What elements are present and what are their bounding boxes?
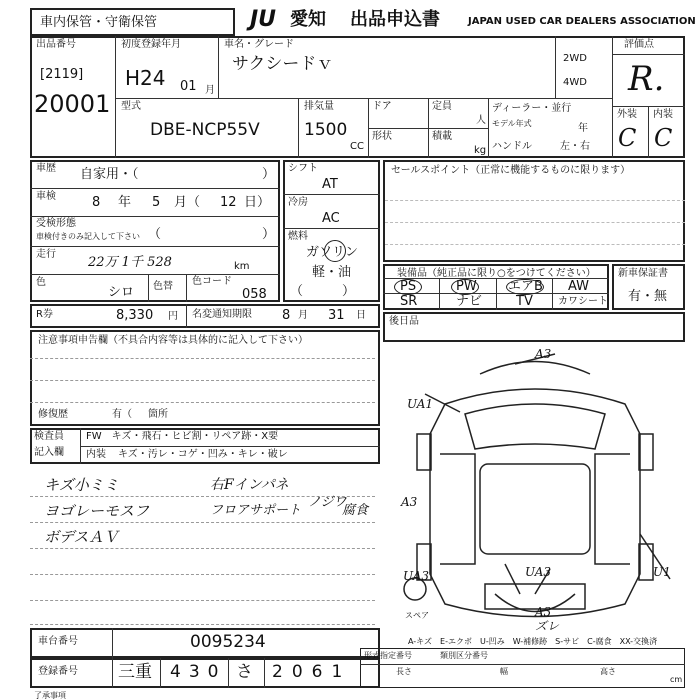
dealer-label: ディーラー・並行 xyxy=(492,103,572,114)
document-title: 出品申込書 xyxy=(350,9,440,30)
history-label: 車歴 xyxy=(36,163,56,174)
sales-point-box xyxy=(383,160,685,262)
exterior-label: 外装 xyxy=(617,109,637,120)
inspector-interior: キズ・汚レ・コゲ・凹み・キレ・破レ xyxy=(118,449,288,460)
aircon-value: AC xyxy=(322,211,340,226)
receipt-open: （ xyxy=(148,227,162,242)
recycle-label: R券 xyxy=(36,309,53,320)
mark-rear-bumper: A3 xyxy=(535,605,552,619)
mileage-label: 走行 xyxy=(36,249,56,260)
model-year-unit: 年 xyxy=(578,123,588,134)
shift-value: AT xyxy=(322,177,338,192)
registration-class: 430 xyxy=(170,662,227,682)
repair-history-location: 箇所 xyxy=(148,409,168,420)
damage-line-rear-a xyxy=(505,564,520,594)
capacity-unit: 人 xyxy=(476,115,486,126)
equip-ps-circle xyxy=(394,279,422,295)
history-value: 自家用・（ xyxy=(80,167,139,182)
fuel-label: 燃料 xyxy=(288,231,308,242)
mark-rear: UA3 xyxy=(525,565,552,579)
registration-region: 三重 xyxy=(118,662,152,682)
transfer-label: 名変通知期限 xyxy=(192,309,252,320)
model-year-label: モデル年式 xyxy=(492,119,532,128)
first-reg-era: H24 xyxy=(125,66,166,90)
first-reg-label: 初度登録年月 xyxy=(121,39,181,50)
handwritten-note-1: キズ小ミミ xyxy=(44,476,119,494)
equipment-label: 装備品（純正品に限り○をつけてください） xyxy=(397,268,596,279)
load-unit: kg xyxy=(474,145,487,156)
model-value: DBE-NCP55V xyxy=(150,120,260,140)
recycle-value: 8,330 xyxy=(116,308,154,323)
front-bumper-outline xyxy=(480,362,590,375)
later-items-box xyxy=(383,312,685,342)
warranty-box xyxy=(612,264,685,310)
length-label: 長さ xyxy=(396,667,412,676)
chassis-number: 0095234 xyxy=(190,632,266,652)
car-name-label: 車名・グレード xyxy=(224,39,294,50)
equip-navi: ナビ xyxy=(456,294,483,309)
lot-number: 20001 xyxy=(34,90,111,118)
hood-outline xyxy=(465,404,605,449)
handle-label: ハンドル xyxy=(492,141,532,152)
dimension-unit: cm xyxy=(670,675,683,684)
fuel-circle-mark xyxy=(324,240,346,262)
handwritten-note-4: 右Fインパネ xyxy=(210,477,289,493)
inspector-entry-label: 記入欄 xyxy=(34,447,64,458)
exterior-grade: C xyxy=(618,124,637,152)
inspection-year-unit: 年 xyxy=(118,195,132,210)
storage-label: 車内保管・守衛保管 xyxy=(40,15,158,30)
registration-kana: さ xyxy=(236,662,253,682)
footer-text: 了承事項 xyxy=(34,691,66,700)
shift-label: シフト xyxy=(288,163,318,174)
history-close: ） xyxy=(262,167,276,182)
equip-ps: PS xyxy=(400,279,417,294)
equip-leather: カワシート xyxy=(558,296,608,307)
mark-front: A3 xyxy=(535,347,552,361)
mileage-unit: km xyxy=(234,261,250,272)
color-change-label: 色替 xyxy=(153,281,173,292)
transfer-day: 31 xyxy=(328,308,345,323)
inspection-day: 12 xyxy=(220,195,237,210)
drive-2wd: 2WD xyxy=(563,53,587,64)
mileage-value: 22万 1千 528 xyxy=(88,255,172,270)
spare-label: スペア xyxy=(405,611,429,620)
wheel-front-right xyxy=(639,434,653,470)
equip-pw-circle xyxy=(451,279,479,295)
warranty-label: 新車保証書 xyxy=(618,268,668,279)
transfer-day-unit: 日 xyxy=(356,310,366,321)
mark-left: A3 xyxy=(401,495,418,509)
fuel-other: （ ） xyxy=(290,284,356,299)
drive-4wd: 4WD xyxy=(563,77,587,88)
inspection-year: 8 xyxy=(92,195,101,210)
model-label: 型式 xyxy=(121,101,141,112)
category-label: 類別区分番号 xyxy=(440,651,488,660)
chassis-label: 車台番号 xyxy=(38,636,78,647)
repair-history-value: 有（ xyxy=(112,409,132,420)
displacement-unit: CC xyxy=(350,141,364,152)
equip-airbag-circle xyxy=(506,279,544,295)
first-reg-month-unit: 月 xyxy=(205,85,215,96)
transfer-month-unit: 月 xyxy=(298,310,308,321)
displacement-value: 1500 xyxy=(304,120,348,140)
transfer-month: 8 xyxy=(282,308,291,323)
equip-sr: SR xyxy=(400,294,418,309)
lot-code: [2119] xyxy=(40,67,84,82)
wheel-front-left xyxy=(417,434,431,470)
right-side-outline xyxy=(595,454,630,564)
later-items-label: 後日品 xyxy=(389,316,419,327)
width-label: 幅 xyxy=(500,667,508,676)
first-reg-month: 01 xyxy=(180,79,197,94)
height-label: 高さ xyxy=(600,667,616,676)
mark-front-left: UA1 xyxy=(407,397,434,411)
rating-label: 評価点 xyxy=(624,39,654,50)
roof-outline xyxy=(480,464,590,554)
handwritten-note-7: 腐食 xyxy=(342,503,369,518)
shape-label: 形状 xyxy=(372,131,392,142)
handwritten-note-6: ノジワ xyxy=(308,495,347,510)
color-code-label: 色コード xyxy=(192,276,232,287)
interior-grade: C xyxy=(654,124,673,152)
equip-tv: TV xyxy=(516,294,533,309)
ju-logo: JU xyxy=(250,7,277,32)
equip-airbag: エアB xyxy=(508,279,543,294)
capacity-label: 定員 xyxy=(432,101,452,112)
equip-pw: PW xyxy=(456,279,477,294)
inspection-day-unit: 日） xyxy=(244,195,271,210)
fuel-diesel: 軽・油 xyxy=(312,265,352,280)
inspection-label: 車検 xyxy=(36,191,56,202)
mark-right: U1 xyxy=(653,565,671,579)
registration-label: 登録番号 xyxy=(38,666,78,677)
car-name: サクシードｖ xyxy=(232,54,334,74)
diagram-legend: A-キズ E-エクボ U-凹み W-補修跡 S-サビ C-腐食 XX-交換済 xyxy=(408,637,658,646)
rating-value: R. xyxy=(628,59,665,99)
body-outline xyxy=(430,389,640,617)
notes-label: 注意事項申告欄（不具合内容等は具体的に記入して下さい） xyxy=(38,335,308,346)
handwritten-note-2: ヨゴレーモスフ xyxy=(44,502,150,520)
load-label: 積載 xyxy=(432,131,452,142)
aircon-label: 冷房 xyxy=(288,197,308,208)
handwritten-note-5: フロアサポート xyxy=(210,503,302,518)
receipt-close: ） xyxy=(262,227,276,242)
handwritten-note-3: ボデスＡＶ xyxy=(44,528,119,546)
mark-rear-bumper-note: ズレ xyxy=(535,619,560,633)
equip-aw: AW xyxy=(568,279,590,294)
notes-box xyxy=(30,330,380,426)
color-code: 058 xyxy=(242,287,267,302)
sales-point-label: セールスポイント（正常に機能するものに限ります） xyxy=(391,165,631,176)
receipt-label: 受検形態 xyxy=(36,218,76,229)
repair-history-label: 修復歴 xyxy=(38,409,68,420)
fuel-gas: ガソリン xyxy=(306,245,359,260)
inspector-label: 検査員 xyxy=(34,431,64,442)
left-side-outline xyxy=(440,454,475,564)
interior-label: 内装 xyxy=(653,109,673,120)
registration-number: 2061 xyxy=(272,662,352,682)
logo-text: 愛知 xyxy=(290,9,326,30)
door-label: ドア xyxy=(372,101,392,112)
inspector-exterior: FW キズ・飛石・ヒビ割・リペア跡・X要 xyxy=(86,431,279,442)
receipt-note: 車検付きのみ記入して下さい xyxy=(36,232,140,241)
color-value: シロ xyxy=(108,285,135,300)
inspection-month-unit: 月（ xyxy=(174,195,201,210)
handle-value: 左・右 xyxy=(560,141,590,152)
type-designation-label: 形式指定番号 xyxy=(364,651,412,660)
association-name: JAPAN USED CAR DEALERS ASSOCIATION xyxy=(468,16,696,27)
recycle-unit: 円 xyxy=(168,311,178,322)
lot-label: 出品番号 xyxy=(36,39,76,50)
warranty-value: 有・無 xyxy=(628,289,668,304)
storage-box xyxy=(30,8,235,36)
inspector-interior-label: 内装 xyxy=(86,449,106,460)
inspection-month: 5 xyxy=(152,195,161,210)
displacement-label: 排気量 xyxy=(304,101,334,112)
car-damage-diagram xyxy=(385,344,685,644)
color-label: 色 xyxy=(36,277,46,288)
mark-rear-left-1: UA3 xyxy=(403,569,430,583)
